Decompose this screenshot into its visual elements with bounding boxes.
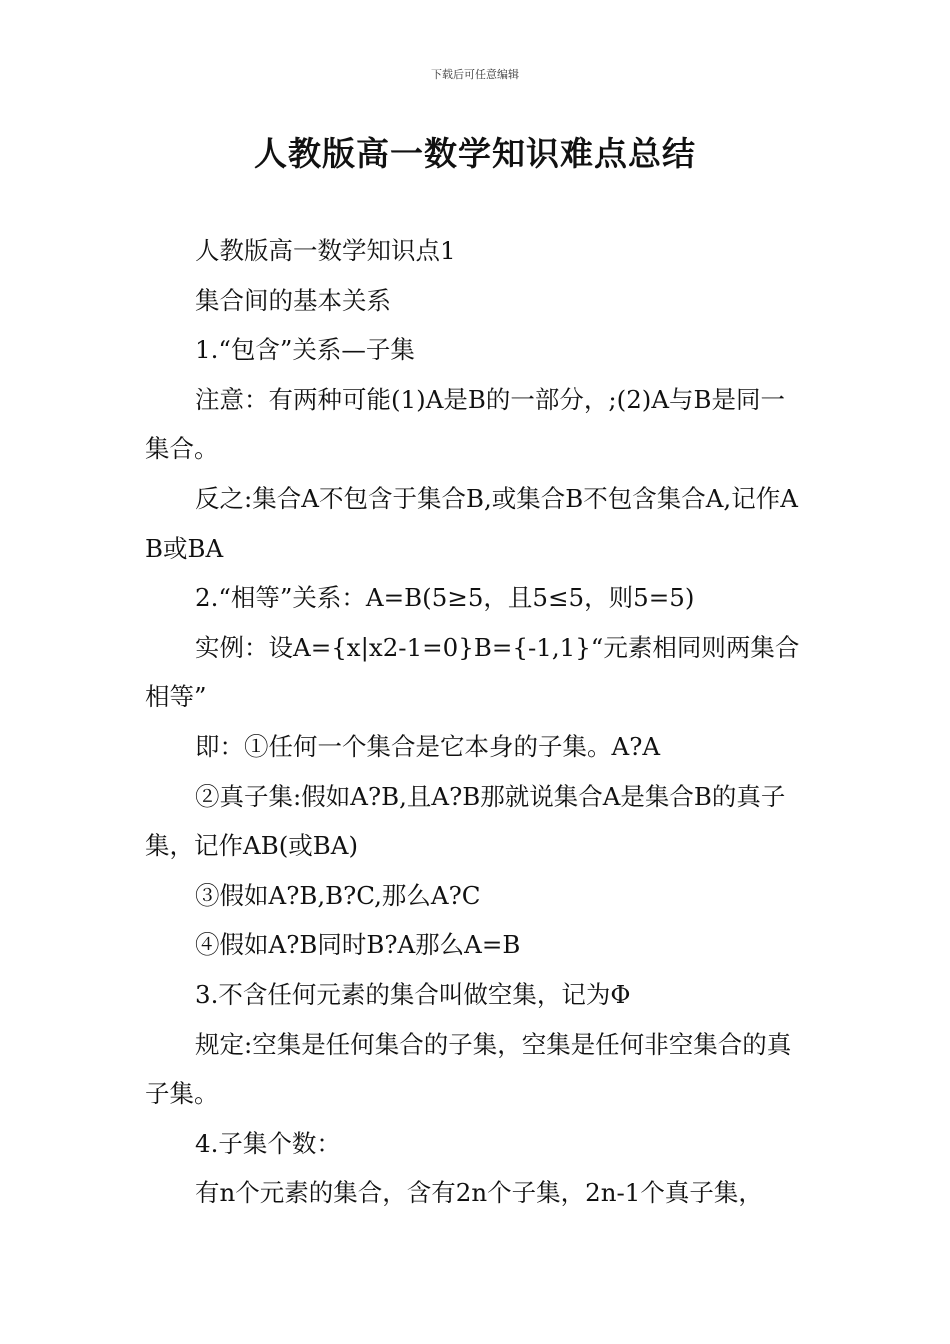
paragraph: 实例：设A={x|x2-1=0}B={-1,1}“元素相同则两集合相等”	[145, 632, 800, 712]
paragraph: 规定:空集是任何集合的子集，空集是任何非空集合的真子集。	[145, 1029, 792, 1109]
paragraph: 2.“相等”关系：A=B(5≥5，且5≤5，则5=5)	[195, 583, 695, 613]
document-title: 人教版高一数学知识难点总结	[254, 134, 696, 173]
paragraph: 集合间的基本关系	[195, 285, 391, 315]
paragraph: 1.“包含”关系—子集	[195, 335, 415, 365]
paragraph: 3.不含任何元素的集合叫做空集，记为Φ	[195, 979, 631, 1009]
header-note: 下载后可任意编辑	[431, 68, 519, 81]
paragraph: ③假如A?B,B?C,那么A?C	[195, 880, 481, 910]
paragraph: ②真子集:假如A?B,且A?B那就说集合A是集合B的真子集，记作AB(或BA)	[145, 781, 786, 861]
paragraph: 注意：有两种可能(1)A是B的一部分，;(2)A与B是同一集合。	[145, 384, 786, 464]
paragraph: 即：①任何一个集合是它本身的子集。A?A	[195, 731, 661, 761]
paragraph: 4.子集个数：	[195, 1128, 341, 1158]
paragraph: ④假如A?B同时B?A那么A=B	[195, 930, 521, 960]
document-body	[145, 226, 807, 1218]
paragraph: 反之:集合A不包含于集合B,或集合B不包含集合A,记作AB或BA	[145, 483, 798, 563]
paragraph: 有n个元素的集合，含有2n个子集，2n-1个真子集，	[195, 1178, 763, 1208]
paragraph: 人教版高一数学知识点1	[195, 236, 456, 265]
